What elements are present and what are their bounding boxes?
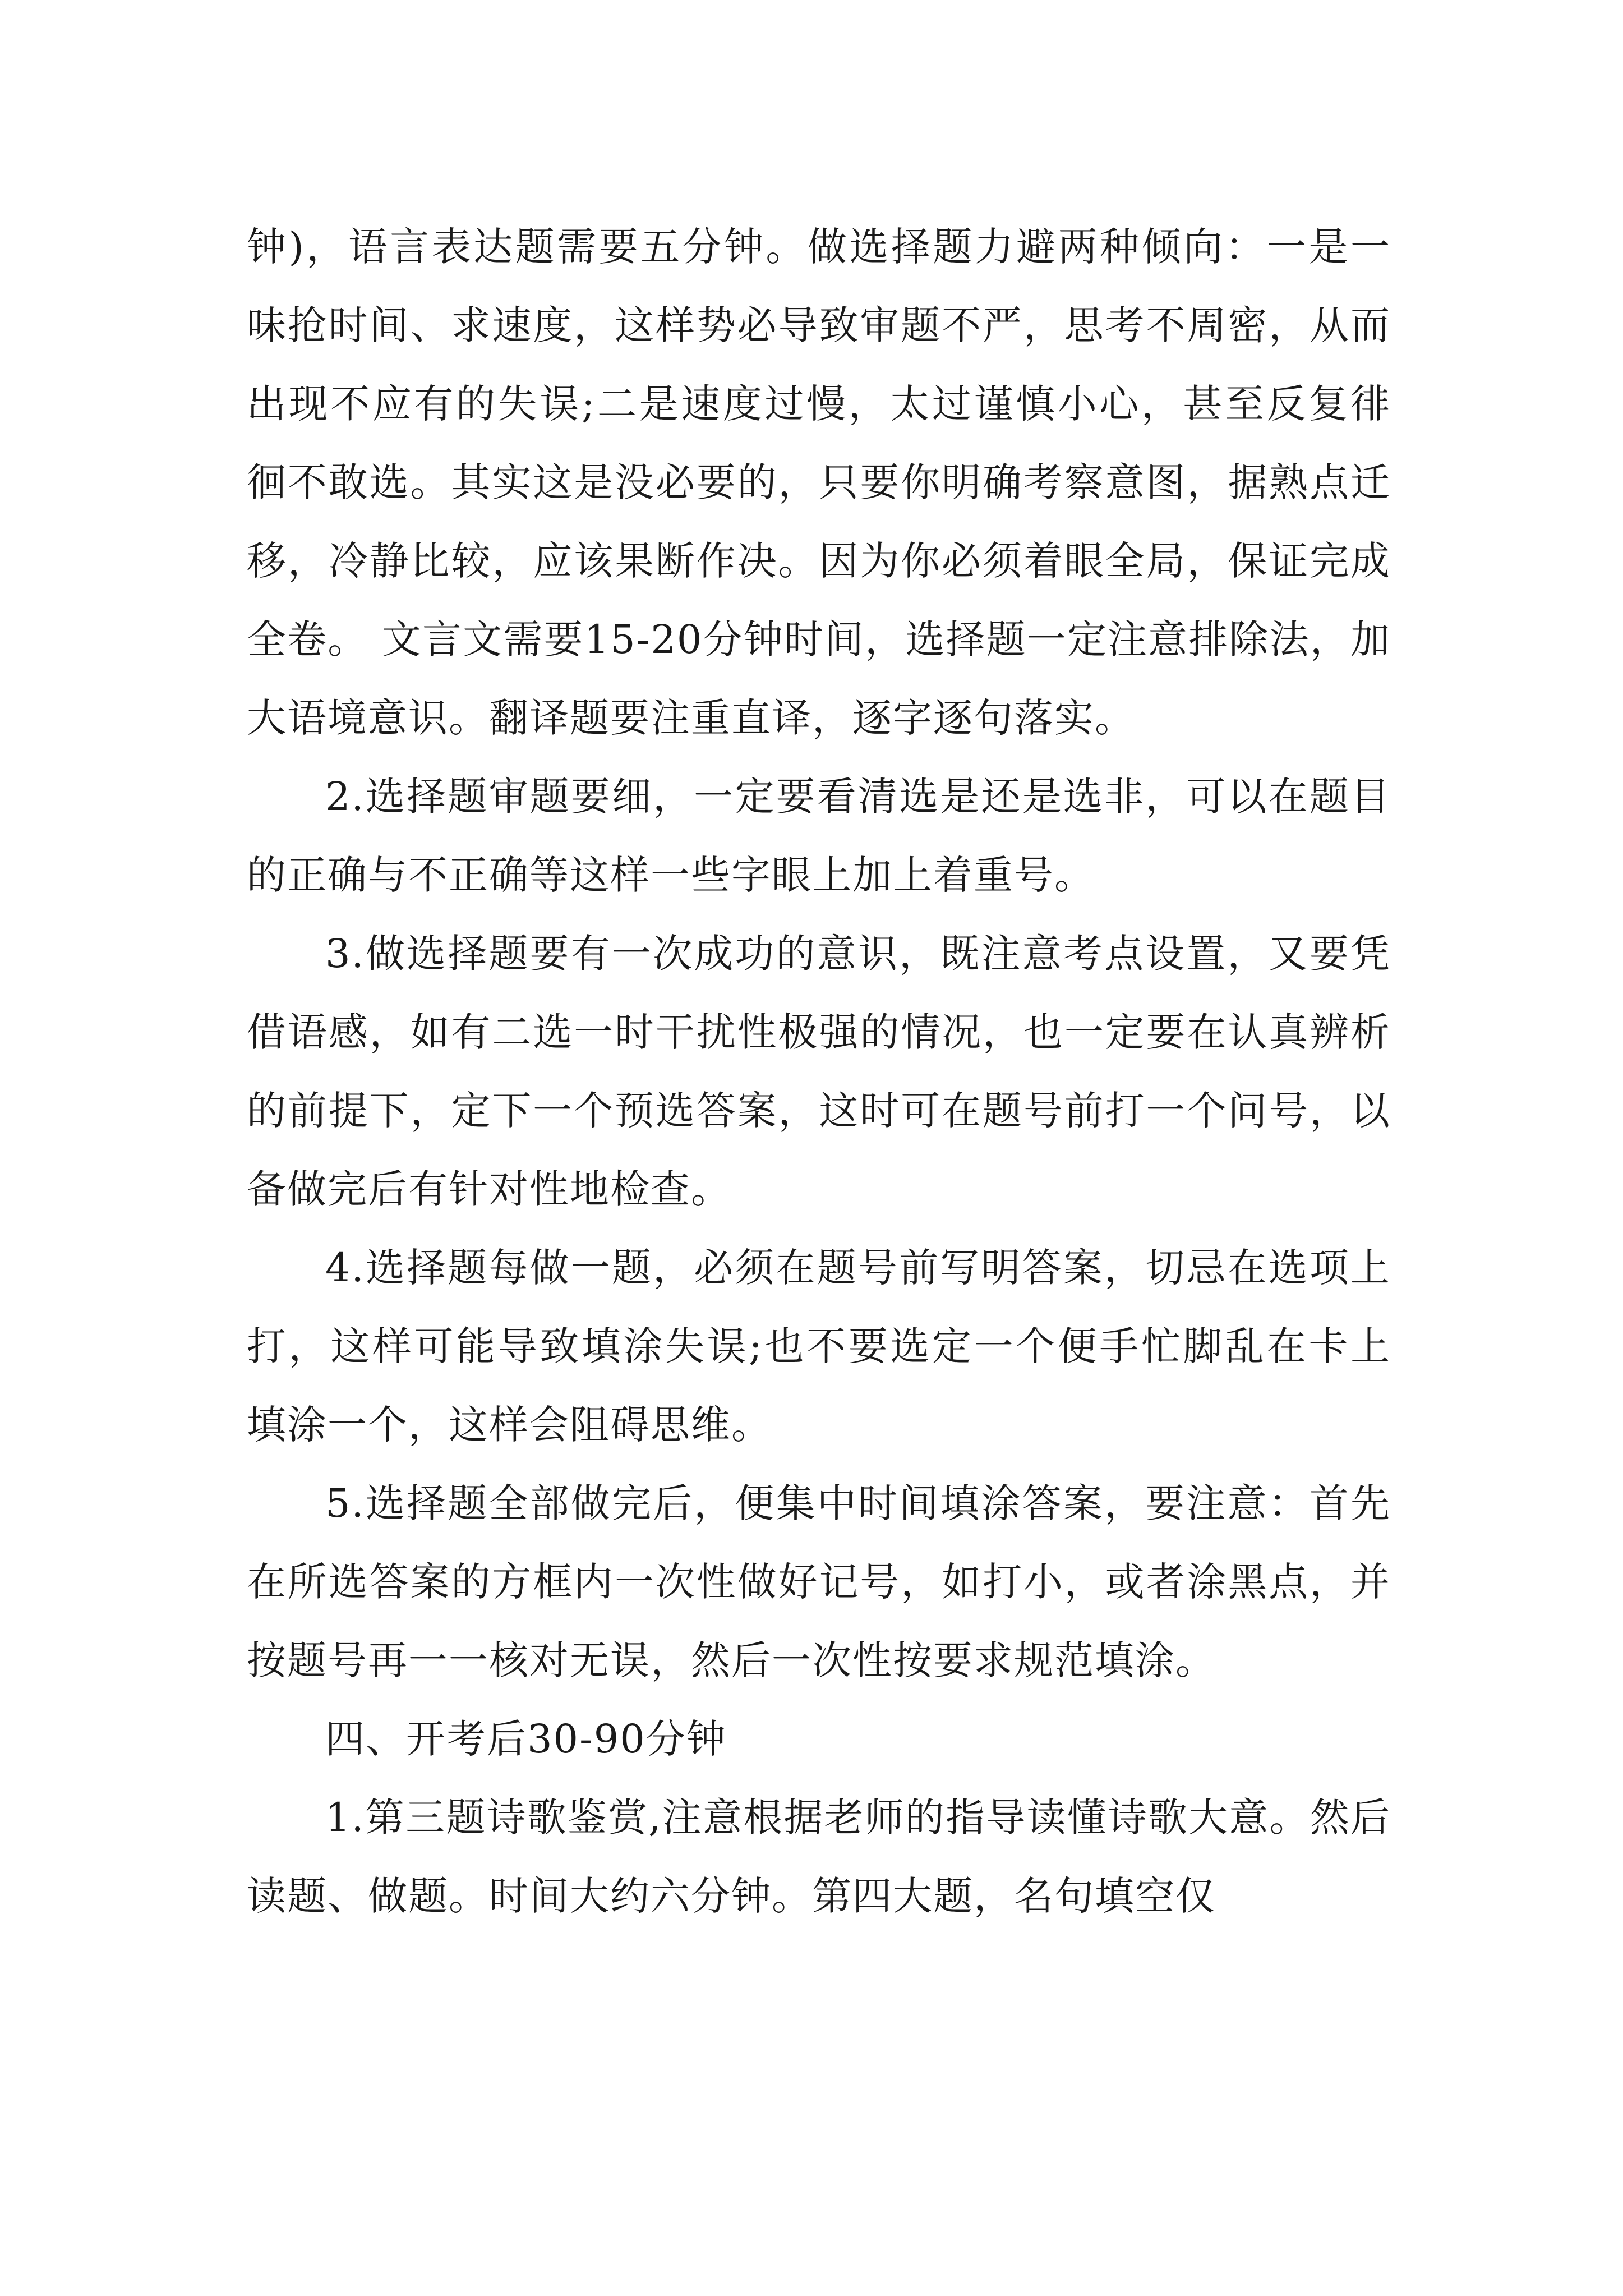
paragraph-item-2: 2.选择题审题要细，一定要看清选是还是选非，可以在题目的正确与不正确等这样一些字眼上加上着重号。 <box>247 774 1391 898</box>
paragraph-item-4: 4.选择题每做一题，必须在题号前写明答案，切忌在选项上打，这样可能导致填涂失误;也不要选定一个便手忙脚乱在卡上填涂一个，这样会阻碍思维。 <box>247 1245 1391 1448</box>
paragraph-item-5: 5.选择题全部做完后，便集中时间填涂答案，要注意：首先在所选答案的方框内一次性做好记号，如打小，或者涂黑点，并按题号再一一核对无误，然后一次性按要求规范填涂。 <box>247 1480 1391 1683</box>
body-text <box>247 208 1391 1935</box>
paragraph-section4-item-1: 1.第三题诗歌鉴赏,注意根据老师的指导读懂诗歌大意。然后读题、做题。时间大约六分钟。第四大题，名句填空仅 <box>247 1795 1391 1919</box>
section-heading-four: 四、开考后30-90分钟 <box>325 1716 727 1762</box>
paragraph-continuation: 钟)，语言表达题需要五分钟。做选择题力避两种倾向：一是一味抢时间、求速度，这样势必导致审题不严，思考不周密，从而出现不应有的失误;二是速度过慢，太过谨慎小心，甚至反复徘徊不敢选。其实这是没必要的，只要你明确考察意图，据熟点迁移，冷静比较，应该果断作决。因为你必须着眼全局，保证完成全卷。 文言文需要15-20分钟时间，选择题一定注意排除法，加大语境意识。翻译题要注重直译，逐字逐句落实。 <box>247 224 1391 741</box>
paragraph-item-3: 3.做选择题要有一次成功的意识，既注意考点设置，又要凭借语感，如有二选一时干扰性极强的情况，也一定要在认真辨析的前提下，定下一个预选答案，这时可在题号前打一个问号，以备做完后有针对性地检查。 <box>247 931 1391 1212</box>
